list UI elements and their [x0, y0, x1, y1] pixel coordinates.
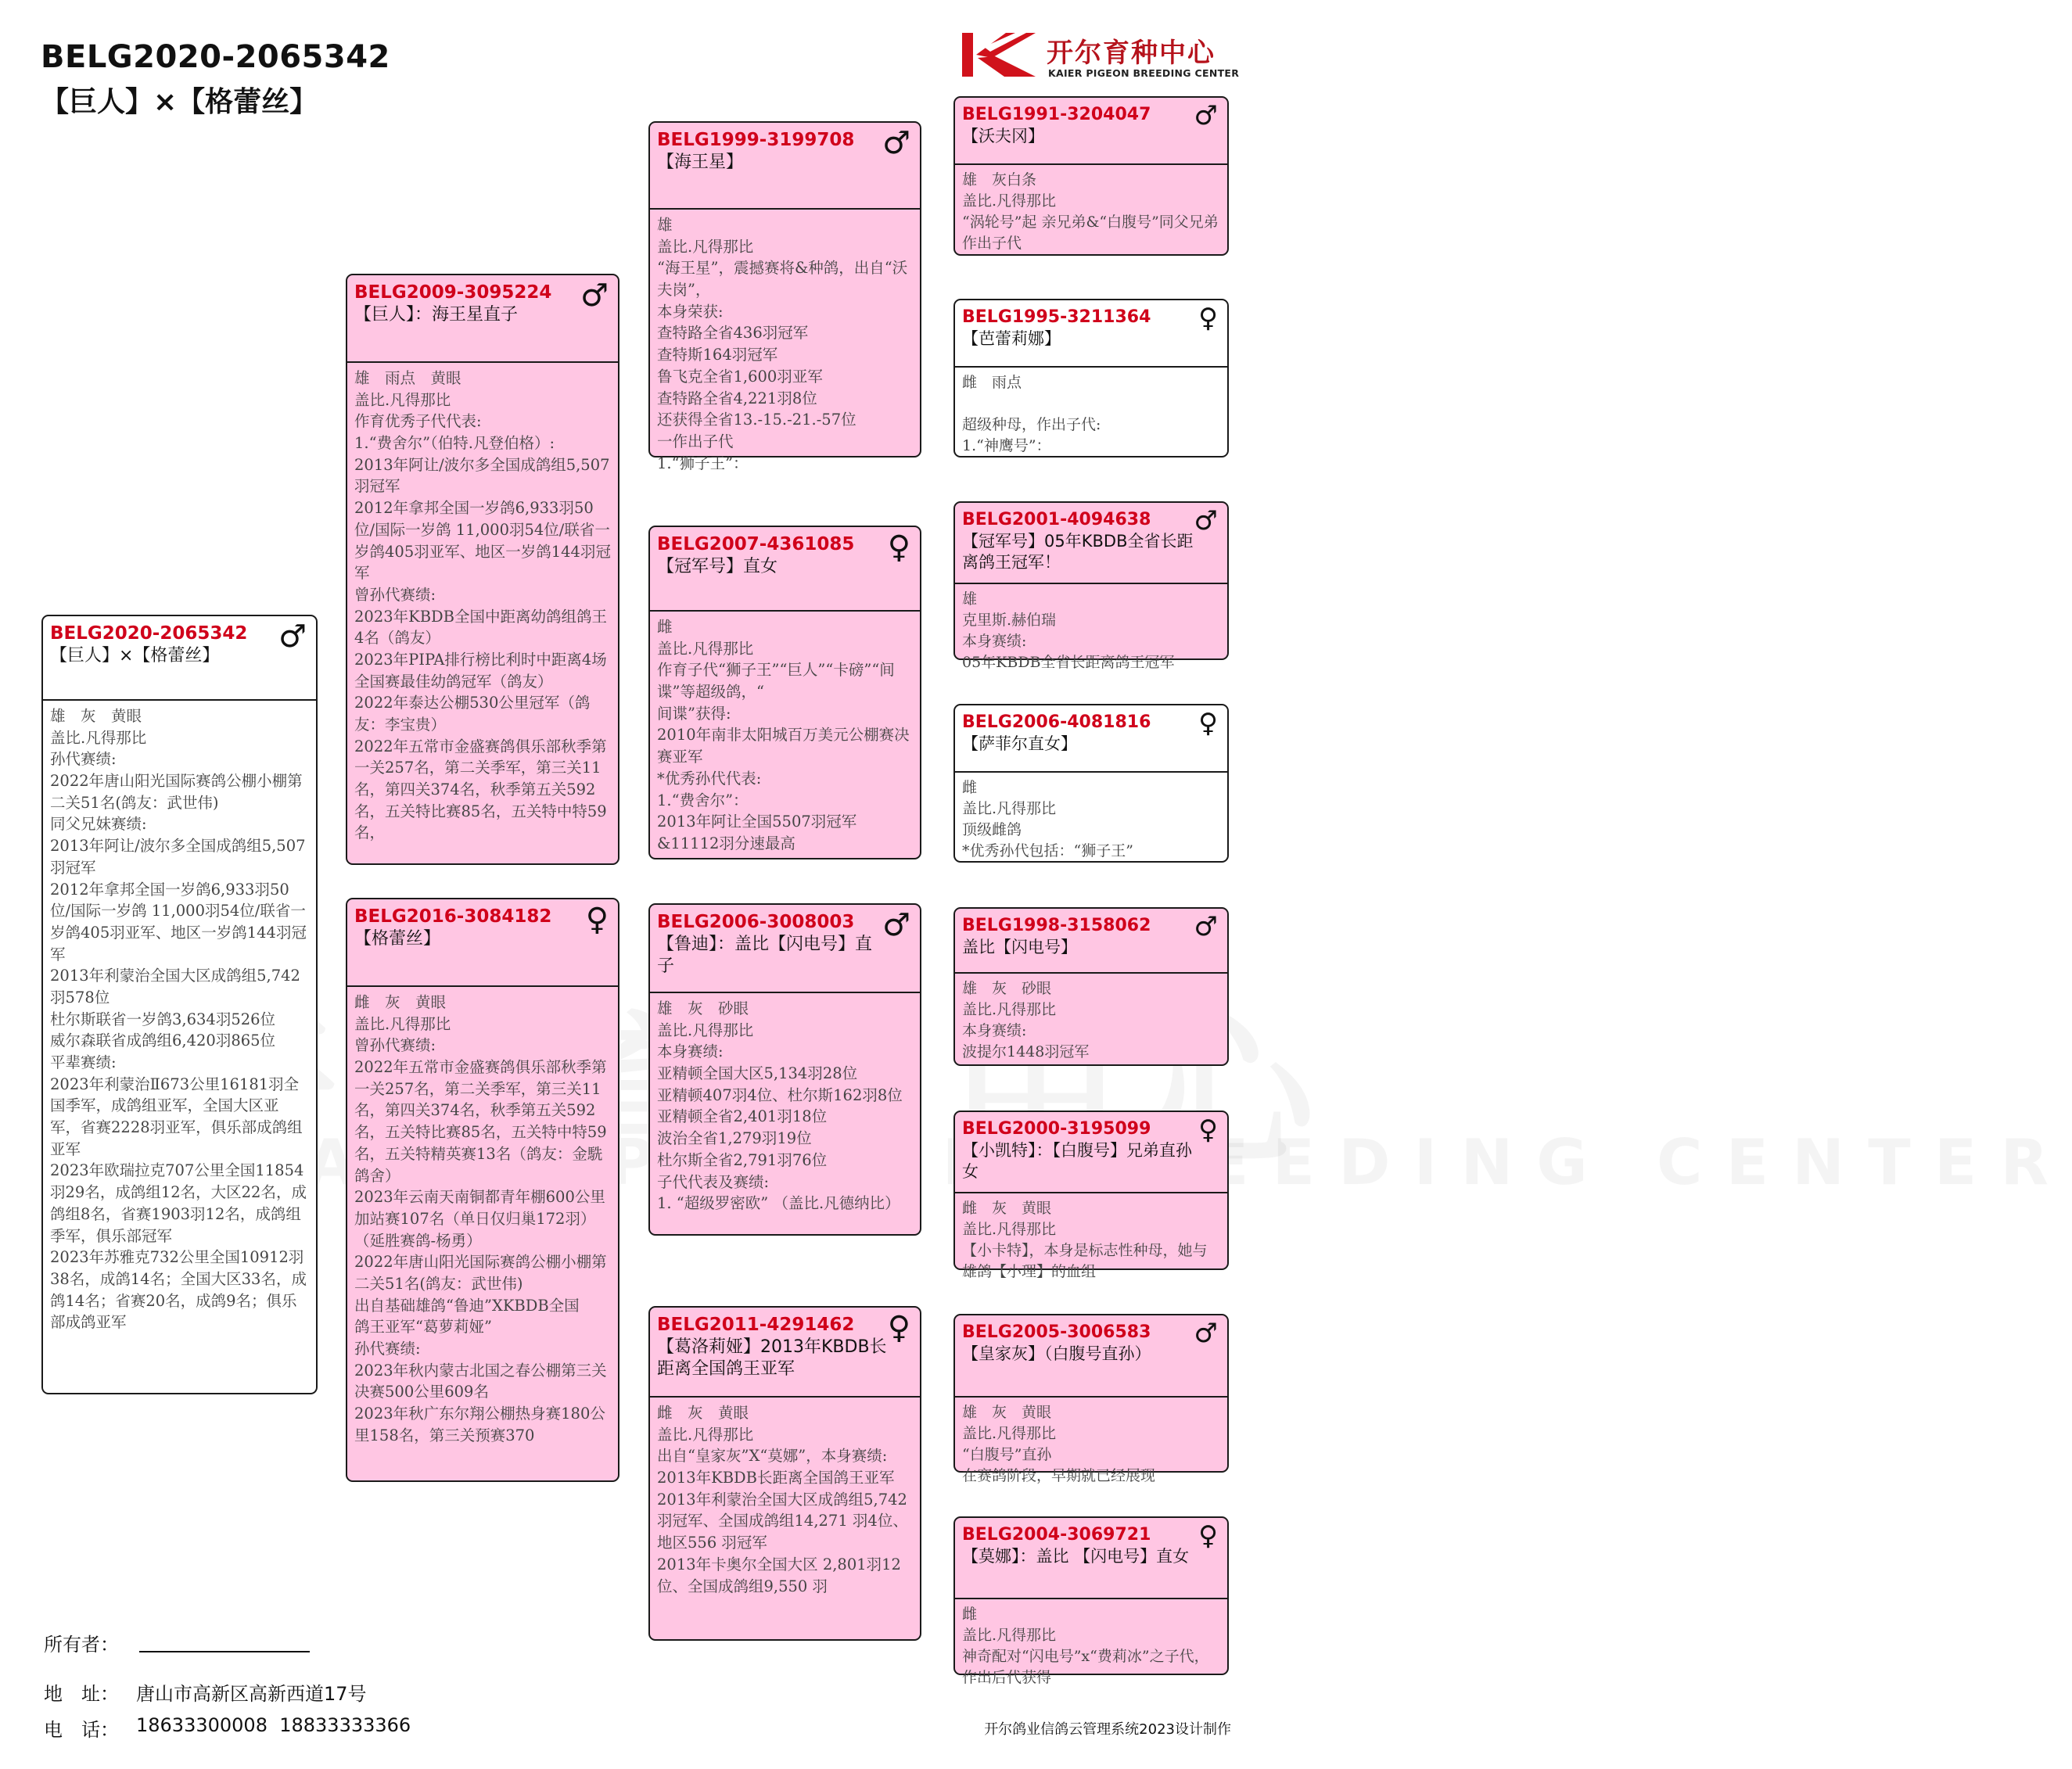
card-dam-sire-dam[interactable]: [953, 1111, 1229, 1280]
pigeon-details: 雌 灰 黄眼 盖比.凡得那比 【小卡特】，本身是标志性种母，她与雄鸽【小理】的血组: [962, 1200, 1208, 1280]
pigeon-details: 雌 雨点 超级种母，作出子代: 1.“神鹰号”：: [962, 374, 1101, 454]
card-subject[interactable]: [41, 615, 318, 1394]
male-icon: ♂: [1194, 505, 1218, 536]
pigeon-details: 雄 灰白条 盖比.凡得那比 “涡轮号”起 亲兄弟&“白腹号”同父兄弟 作出子代: [962, 171, 1219, 252]
male-icon: ♂: [882, 907, 910, 943]
ring-number: BELG2020-2065342: [50, 623, 248, 644]
pigeon-name: 【冠军号】直女: [657, 556, 778, 576]
pedigree-subtitle: 【巨人】×【格蕾丝】: [41, 86, 318, 118]
card-sire-dam[interactable]: [648, 526, 921, 859]
female-icon: ♀: [1198, 708, 1218, 739]
ring-number: BELG2005-3006583: [962, 1322, 1151, 1342]
female-icon: ♀: [585, 902, 609, 938]
card-sire-dam-sire[interactable]: [953, 501, 1229, 671]
pigeon-details: 雄 克里斯.赫伯瑞 本身赛绩: 05年KBDB全省长距离鸽王冠军: [962, 590, 1175, 671]
card-dam-sire[interactable]: [648, 903, 921, 1236]
logo-name-en: KAIER PIGEON BREEDING CENTER: [1048, 67, 1240, 79]
logo-name-cn: 开尔育种中心: [1047, 38, 1216, 69]
male-icon: ♂: [1194, 100, 1218, 131]
card-dam-dam[interactable]: [648, 1306, 921, 1641]
pigeon-name: 【葛洛莉娅】2013年KBDB长距离全国鸽王亚军: [657, 1337, 887, 1380]
pigeon-details: 雌 盖比.凡得那比 顶级雌鸽 *优秀孙代包括：“狮子王”: [962, 779, 1133, 859]
pigeon-name: 【海王星】: [657, 152, 744, 172]
female-icon: ♀: [1198, 303, 1218, 334]
pigeon-name: 盖比【闪电号】: [962, 937, 1077, 956]
card-dam-dam-dam[interactable]: [953, 1516, 1229, 1686]
pigeon-details: 雌 灰 黄眼 盖比.凡得那比 曾孙代赛绩: 2022年五常市金盛赛鸽俱乐部秋季第一关257名，第二关季军，第三关11名，第四关374名，秋季第五关592名，五关特比赛85名，五关特中特59名，五关特精英赛13名（鸽友：金駪鸽舍） 2023年云南天南铜都青年棚600公里加站赛107名（单日仅归巢172羽）（延胜赛鸽-杨勇） 2022年唐山阳光国际赛鸽公棚小棚第二关51名(鸽友：武世伟) 出自基础雄鸽“鲁迪”XKBDB全国 鸽王亚军“葛萝莉娅” 孙代赛绩: 2023年秋内蒙古北国之春公棚第三关决赛500公里609名 2023年秋广东尔翔公棚热身赛180公里158名，第三关预赛370: [354, 993, 607, 1444]
credit-text: 开尔鸽业信鸽云管理系统2023设计制作: [984, 1721, 1231, 1738]
ring-number: BELG2001-4094638: [962, 510, 1151, 529]
ring-number: BELG2011-4291462: [657, 1315, 855, 1335]
ring-number: BELG2000-3195099: [962, 1119, 1151, 1139]
card-sire-sire[interactable]: [648, 121, 921, 472]
male-icon: ♂: [1194, 1318, 1218, 1349]
male-icon: ♂: [580, 278, 609, 314]
pigeon-name: 【皇家灰】（白腹号直孙）: [962, 1344, 1151, 1363]
pigeon-details: 雄 雨点 黄眼 盖比.凡得那比 作育优秀子代代表: 1.“费舍尔”（伯特.凡登伯格）: 2013年阿让/波尔多全国成鸽组5,507羽冠军 2012年拿邦全国一岁鸽6,933羽50位/国际一岁鸽 11,000羽54位/联省一岁鸽405羽亚军、地区一岁鸽144羽冠军 曾孙代赛绩: 2023年KBDB全国中距离幼鸽组鸽王4名（鸽友） 2023年PIPA排行榜比利时中距离4场全国赛最佳幼鸽冠军（鸽友） 2022年泰达公棚530公里冠军（鸽友：李宝贵） 2022年五常市金盛赛鸽俱乐部秋季第一关257名，第二关季军，第三关11名，第四关374名，秋季第五关592名，五关特比赛85名，五关特中特59名，: [354, 369, 611, 842]
pigeon-details: 雄 灰 黄眼 盖比.凡得那比 “白腹号”直孙 在赛鸽阶段，早期就已经展现: [962, 1404, 1156, 1484]
pedigree-title: BELG2020-2065342: [41, 39, 390, 75]
owner-input-line[interactable]: [139, 1651, 310, 1652]
pigeon-name: 【芭蕾莉娜】: [962, 328, 1061, 348]
phone-value: 18633300008 18833333366: [136, 1714, 411, 1736]
pigeon-details: 雄 灰 黄眼 盖比.凡得那比 孙代赛绩: 2022年唐山阳光国际赛鸽公棚小棚第二关51名(鸽友：武世伟) 同父兄妹赛绩: 2013年阿让/波尔多全国成鸽组5,507羽冠军 2012年拿邦全国一岁鸽6,933羽50位/国际一岁鸽 11,000羽54位/联省一岁鸽405羽亚军、地区一岁鸽144羽冠军 2013年利蒙治全国大区成鸽组5,742羽578位 杜尔斯联省一岁鸽3,634羽526位 威尔森联省成鸽组6,420羽865位 平辈赛绩: 2023年利蒙治Ⅱ673公里16181羽全国季军，成鸽组亚军，全国大区亚军，省赛2228羽亚军，俱乐部成鸽组亚军 2023年欧瑞拉克707公里全国11854羽29名，成鸽组12名，大区22名，成鸽组8名，省赛1903羽12名，成鸽组季军，俱乐部冠军 2023年苏雅克732公里全国10912羽38名，成鸽14名；全国大区33名，成鸽14名；省赛20名，成鸽9名；俱乐部成鸽亚军: [50, 707, 307, 1332]
ring-number: BELG1998-3158062: [962, 916, 1151, 935]
pigeon-name: 【鲁迪】：盖比【闪电号】直子: [657, 934, 873, 977]
pigeon-name: 【莫娜】：盖比 【闪电号】直女: [962, 1546, 1190, 1566]
ring-number: BELG2006-3008003: [657, 912, 855, 932]
logo-mark-icon: [961, 30, 1039, 80]
male-icon: ♂: [278, 619, 307, 655]
male-icon: ♂: [1194, 911, 1218, 942]
female-icon: ♀: [1198, 1114, 1218, 1146]
card-sire-dam-dam[interactable]: [953, 704, 1229, 863]
phone-label: 电 话：: [44, 1719, 119, 1741]
female-icon: ♀: [887, 1310, 910, 1346]
card-dam-dam-sire[interactable]: [953, 1314, 1229, 1484]
pigeon-name: 【格蕾丝】: [354, 928, 441, 949]
card-sire-sire-sire[interactable]: [953, 96, 1229, 256]
pigeon-name: 【小凯特】：【白腹号】兄弟直孙女: [962, 1140, 1192, 1181]
address-label: 地 址：: [44, 1683, 119, 1705]
pigeon-details: 雄 灰 砂眼 盖比.凡得那比 本身赛绩: 亚精顿全国大区5,134羽28位 亚精顿407羽4位、杜尔斯162羽8位 亚精顿全省2,401羽18位 波治全省1,279羽19位 杜尔斯全省2,791羽76位 子代代表及赛绩: 1. “超级罗密欧” （盖比.凡德纳比）: [657, 999, 903, 1213]
female-icon: ♀: [887, 529, 910, 565]
owner-label: 所有者：: [44, 1634, 119, 1656]
ring-number: BELG2004-3069721: [962, 1525, 1151, 1545]
card-sire[interactable]: [346, 274, 619, 865]
ring-number: BELG1995-3211364: [962, 307, 1151, 327]
pigeon-details: 雌 盖比.凡得那比 神奇配对“闪电号”x“费莉冰”之子代，作出后代获得: [962, 1606, 1209, 1686]
logo: [961, 28, 1238, 83]
pigeon-name: 【巨人】×【格蕾丝】: [50, 645, 220, 666]
pigeon-details: 雄 灰 砂眼 盖比.凡得那比 本身赛绩: 波提尔1448羽冠军: [962, 980, 1090, 1060]
pigeon-name: 【巨人】：海王星直子: [354, 304, 519, 325]
card-dam-sire-sire[interactable]: [953, 907, 1229, 1066]
ring-number: BELG2006-4081816: [962, 712, 1151, 732]
female-icon: ♀: [1198, 1520, 1218, 1552]
male-icon: ♂: [882, 125, 910, 161]
pigeon-details: 雌 盖比.凡得那比 作育子代“狮子王”“巨人”“卡磅”“间谍”等超级鸽，“ 间谍”获得: 2010年南非太阳城百万美元公棚赛决赛亚军 *优秀孙代代表: 1.“费舍尔”： 2013年阿让全国5507羽冠军&11112羽分速最高: [657, 618, 910, 852]
ring-number: BELG2007-4361085: [657, 534, 855, 554]
ring-number: BELG2009-3095224: [354, 282, 552, 303]
card-dam[interactable]: [346, 898, 619, 1482]
pigeon-details: 雄 盖比.凡得那比 “海王星”，震撼赛将&种鸽，出自“沃夫岗”， 本身荣获: 查特路全省436羽冠军 查特斯164羽冠军 鲁飞克全省1,600羽亚军 查特路全省4,221羽8位 还获得全省13.-15.-21.-57位 一作出子代 1.“狮子王”：: [657, 216, 908, 472]
pigeon-name: 【沃夫冈】: [962, 126, 1044, 145]
card-sire-sire-dam[interactable]: [953, 299, 1229, 458]
ring-number: BELG1999-3199708: [657, 130, 855, 150]
pigeon-name: 【冠军号】05年KBDB全省长距离鸽王冠军！: [962, 531, 1194, 572]
ring-number: BELG2016-3084182: [354, 906, 552, 927]
pigeon-details: 雌 灰 黄眼 盖比.凡得那比 出自“皇家灰”X“莫娜”，本身赛绩: 2013年KBDB长距离全国鸽王亚军 2013年利蒙治全国大区成鸽组5,742 羽冠军、全国成鸽组14,271 羽4位、地区556 羽冠军 2013年卡奥尔全国大区 2,801羽12位、全国成鸽组9,550 羽: [657, 1404, 908, 1595]
address-value: 唐山市高新区高新西道17号: [136, 1683, 367, 1705]
ring-number: BELG1991-3204047: [962, 105, 1151, 124]
pigeon-name: 【萨菲尔直女】: [962, 734, 1077, 753]
